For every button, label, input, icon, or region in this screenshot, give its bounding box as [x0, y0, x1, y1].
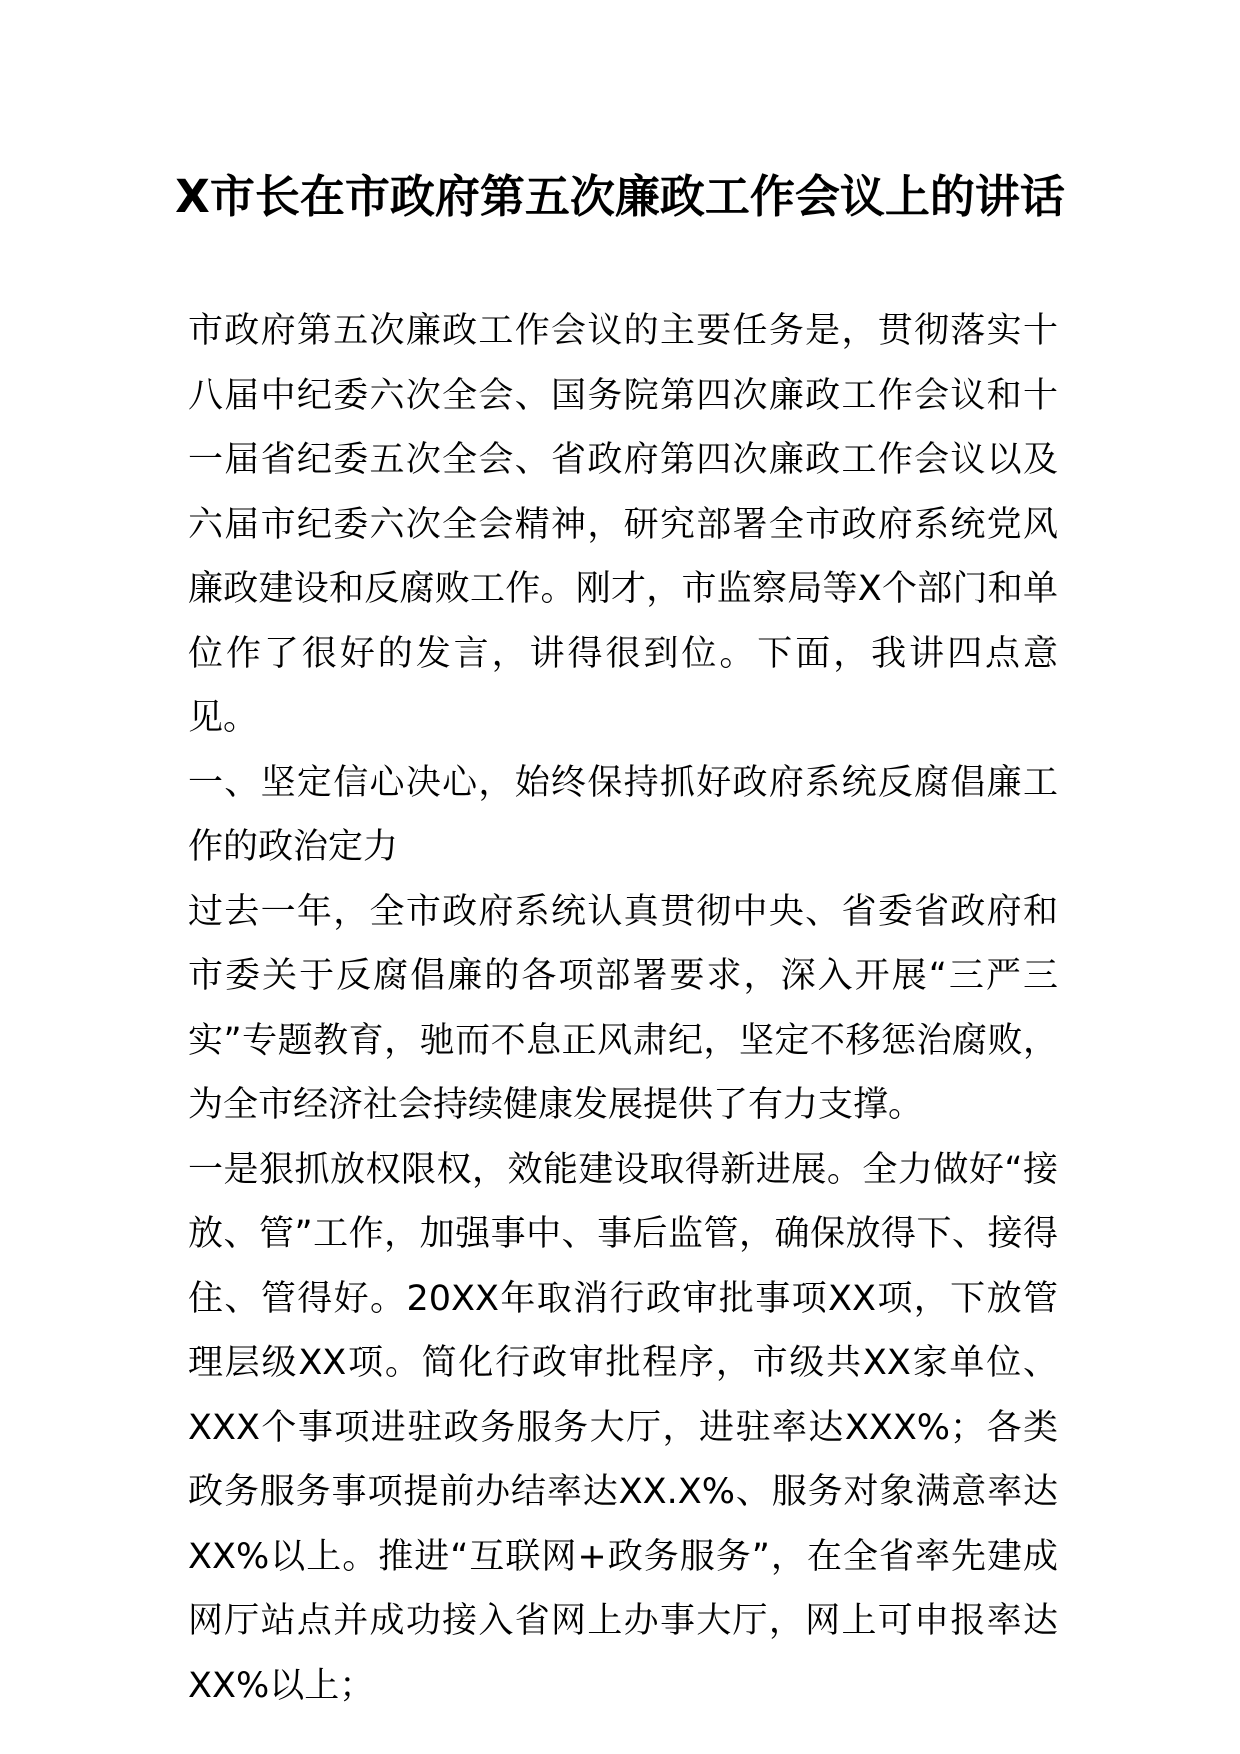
- paragraph-point-1: 一是狠抓放权限权，效能建设取得新进展。全力做好“接放、管”工作，加强事中、事后监管，确保放得下、接得住、管得好。20XX年取消行政审批事项XX项，下放管理层级XX项。简化行政审批程序，市级共XX家单位、XXX个事项进驻政务服务大厅，进驻率达XXX%；各类政务服务事项提前办结率达XX.X%、服务对象满意率达XX%以上。推进“互联网+政务服务”，在全省率先建成网厅站点并成功接入省网上办事大厅，网上可申报率达XX%以上；: [188, 1149, 1058, 1706]
- paragraph-intro: 市政府第五次廉政工作会议的主要任务是，贯彻落实十八届中纪委六次全会、国务院第四次廉政工作会议和十一届省纪委五次全会、省政府第四次廉政工作会议以及六届市纪委六次全会精神，研究部署全市政府系统党风廉政建设和反腐败工作。刚才，市监察局等X个部门和单位作了很好的发言，讲得很到位。下面，我讲四点意见。: [188, 311, 1058, 738]
- document-title: X市长在市政府第五次廉政工作会议上的讲话: [175, 170, 1065, 223]
- section-heading-1: 一、坚定信心决心，始终保持抓好政府系统反腐倡廉工作的政治定力: [188, 762, 1058, 867]
- document-body: [188, 299, 1058, 1718]
- paragraph-review: 过去一年，全市政府系统认真贯彻中央、省委省政府和市委关于反腐倡廉的各项部署要求，深入开展“三严三实”专题教育，驰而不息正风肃纪，坚定不移惩治腐败，为全市经济社会持续健康发展提供了有力支撑。: [188, 891, 1058, 1125]
